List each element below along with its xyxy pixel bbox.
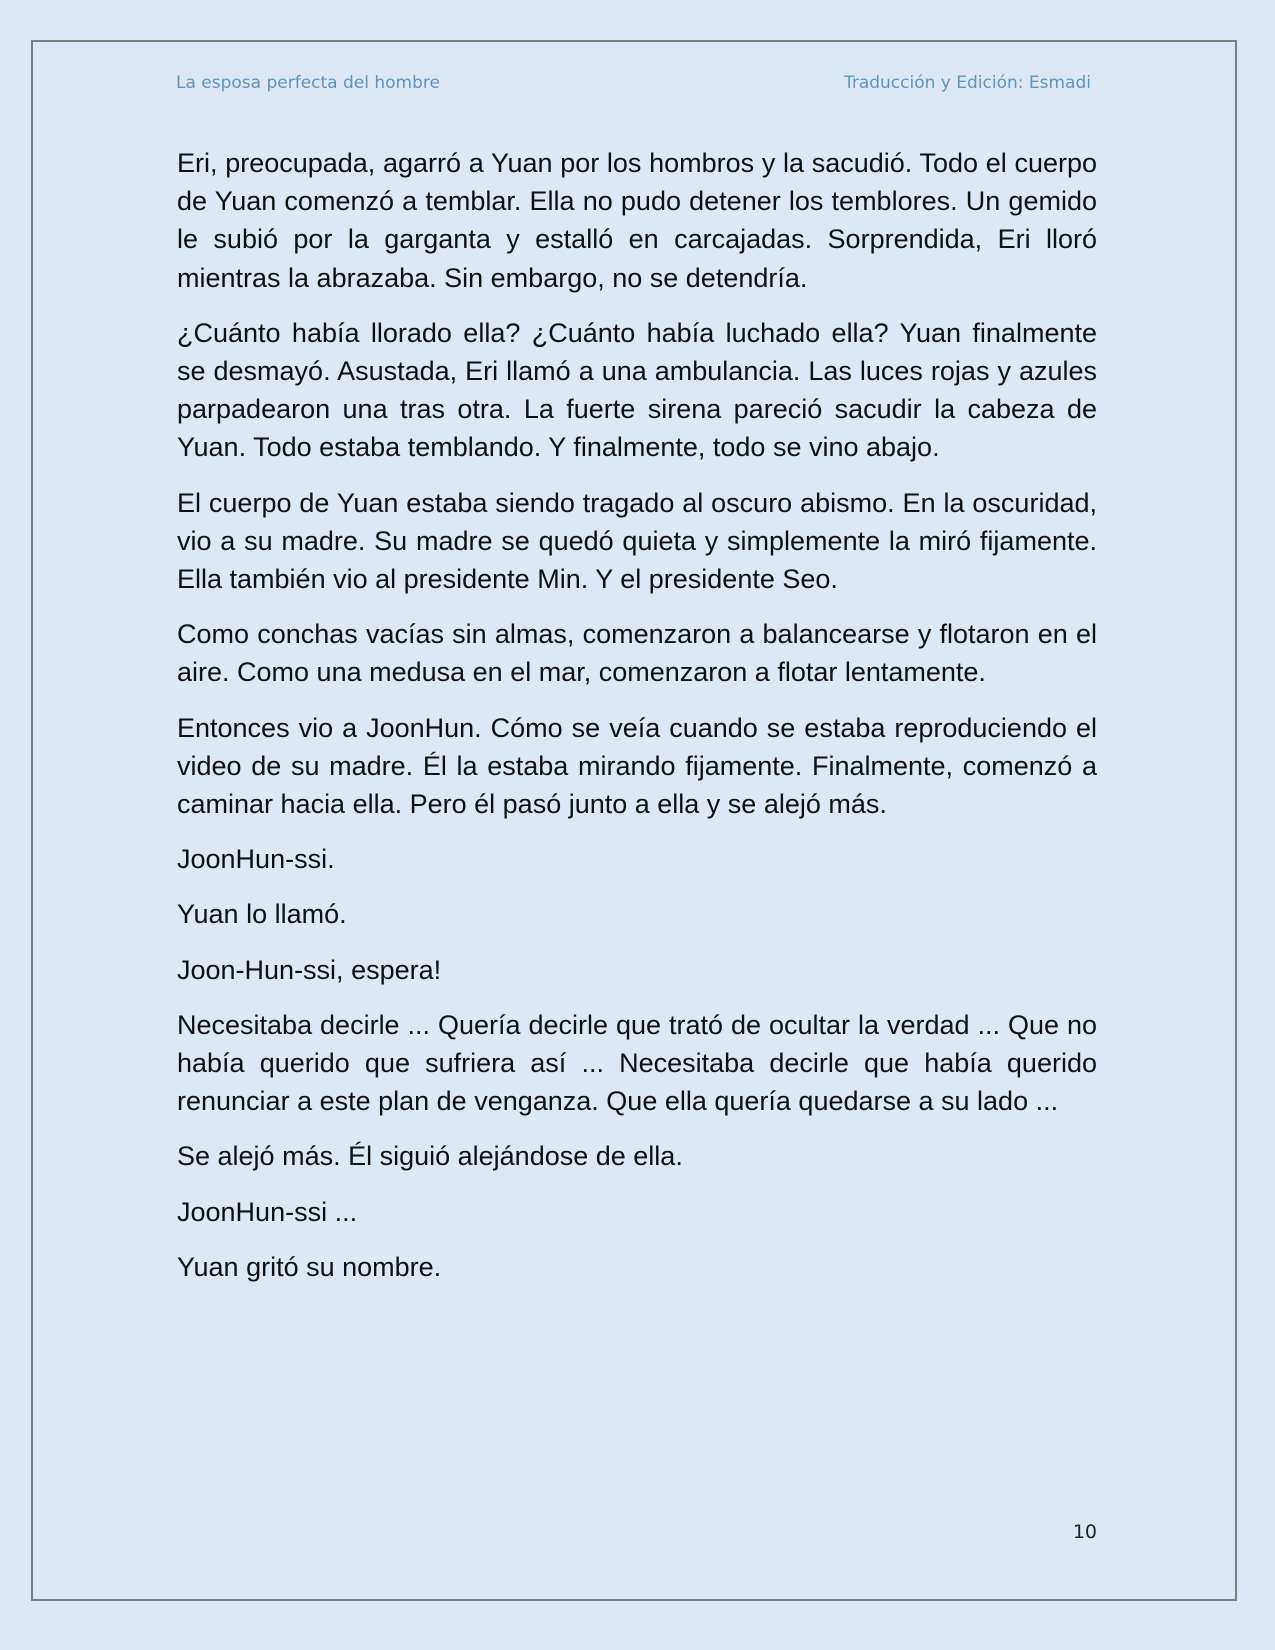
paragraph: ¿Cuánto había llorado ella? ¿Cuánto había luchado ella? Yuan finalmente se desmayó. Asustada, Eri llamó a una ambulancia. Las luces rojas y azules parpadearon una tras otra. La fuerte sirena pareció sacudir la cabeza de Yuan. Todo estaba temblando. Y finalmente, todo se vino abajo.	[177, 317, 1097, 463]
header-credits: Traducción y Edición: Esmadi	[843, 73, 1091, 93]
page-number: 10	[1072, 1521, 1097, 1543]
paragraph: JoonHun-ssi ...	[177, 1196, 358, 1227]
header-book-title: La esposa perfecta del hombre	[176, 73, 440, 93]
body-text	[177, 144, 1097, 1303]
paragraph: JoonHun-ssi.	[177, 844, 335, 875]
paragraph: Entonces vio a JoonHun. Cómo se veía cuando se estaba reproduciendo el video de su madre. Él la estaba mirando fijamente. Finalmente, comenzó a caminar hacia ella. Pero él pasó junto a ella y se alejó más.	[177, 712, 1097, 820]
paragraph: Como conchas vacías sin almas, comenzaron a balancearse y flotaron en el aire. Como una medusa en el mar, comenzaron a flotar lentamente.	[177, 619, 1097, 688]
paragraph: Joon-Hun-ssi, espera!	[177, 954, 442, 985]
paragraph: Necesitaba decirle ... Quería decirle que trató de ocultar la verdad ... Que no había querido que sufriera así ... Necesitaba decirle que había querido renunciar a este plan de venganza. Que ella quería quedarse a su lado ...	[177, 1009, 1097, 1117]
paragraph: Se alejó más. Él siguió alejándose de ella.	[177, 1141, 683, 1172]
running-header	[176, 73, 1091, 99]
paragraph: Yuan gritó su nombre.	[177, 1251, 442, 1282]
paragraph: Yuan lo llamó.	[177, 899, 347, 930]
paragraph: Eri, preocupada, agarró a Yuan por los hombros y la sacudió. Todo el cuerpo de Yuan comenzó a temblar. Ella no pudo detener los temblores. Un gemido le subió por la garganta y estalló en carcajadas. Sorprendida, Eri lloró mientras la abrazaba. Sin embargo, no se detendría.	[177, 148, 1097, 293]
paragraph: El cuerpo de Yuan estaba siendo tragado al oscuro abismo. En la oscuridad, vio a su madre. Su madre se quedó quieta y simplemente la miró fijamente. Ella también vio al presidente Min. Y el presidente Seo.	[177, 487, 1097, 595]
